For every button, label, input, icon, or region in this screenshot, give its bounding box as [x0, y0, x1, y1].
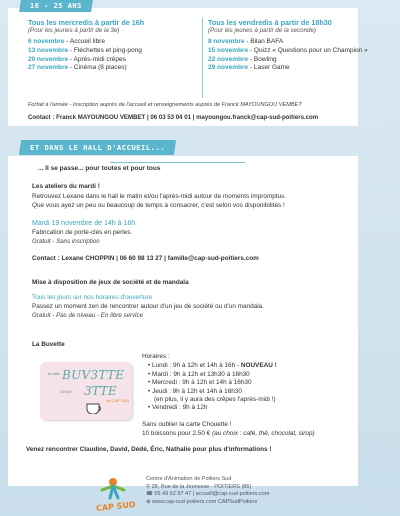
closing-line: Venez rencontrer Claudine, David, Dédé, Éric, Nathalie pour plus d'informations ! [26, 446, 272, 453]
coffee-cup-icon [84, 402, 106, 414]
footer-line-1: Centre d'Animation de Poitiers Sud [146, 476, 232, 482]
ateliers-text-1: Retrouvez Lexane dans le hall le matin et/ou l'après-midi autour de moments impromptus. [32, 193, 287, 200]
jeux-text: Passez un moment zen de rencontrer autour d'un jeu de société ou d'un mandala. [32, 303, 264, 310]
jeux-title: Mise à disposition de jeux de société et de mandala [32, 279, 189, 286]
mardi-text: Fabrication de porte-clés en perles. [32, 229, 133, 236]
footer-line-2: ⚲ 28, Rue de la Jeunesse - POITIERS (86) [146, 483, 252, 490]
list-item: 22 novembre - Bowling [208, 55, 277, 63]
carte-chouette: Sans oublier la carte Chouette ! [142, 421, 232, 428]
list-item: 6 novembre - Accueil libre [28, 38, 105, 45]
forfait-note: Forfait à l'année - Inscription auprès de l'accueil et renseignements auprès de Franck MAYOUNGOU VEMBET [28, 102, 302, 108]
logo-chou-text: CHOU [60, 389, 72, 394]
famille-contact: Contact : Lexane CHOPPIN | 06 60 98 13 27 | famille@cap-sud-poitiers.com [32, 255, 259, 262]
list-item: 27 novembre - Cinéma (8 places) [28, 64, 127, 72]
list-item: 29 novembre - Laser Game [208, 64, 290, 72]
horaires-block [142, 353, 354, 413]
location-icon: ⚲ [146, 483, 152, 490]
horaire-row: • Lundi : 9h à 12h et 14h à 16h - NOUVEAU ! [148, 362, 277, 370]
wednesday-title: Tous les mercredis à partir de 16h [28, 18, 145, 27]
friday-title: Tous les vendredis à partir de 18h30 [208, 18, 332, 27]
horaires-title: Horaires : [142, 353, 170, 360]
hall-section [8, 156, 358, 486]
mardi-note: Gratuit - Sans inscription [32, 238, 100, 245]
hall-intro: ... Il se passe... pour toutes et pour tous [38, 165, 161, 172]
logo-small-text: le café [48, 371, 60, 376]
jeux-note: Gratuit - Pas de niveau - En libre service [32, 312, 144, 319]
wednesday-subtitle: (Pour les jeunes à partir de la 3e) [28, 27, 120, 34]
friday-column [208, 18, 368, 73]
buvette-logo [40, 362, 132, 420]
capsud-logo [95, 476, 136, 516]
list-item: 8 novembre - Bilan BAFA [208, 38, 284, 45]
footer-info [146, 476, 269, 506]
horaire-row: • Mardi : 9h à 12h et 13h30 à 16h30 [148, 370, 250, 378]
divider [110, 162, 245, 163]
logo-chouette-text: 3TTE [84, 384, 117, 398]
horaire-row: • Vendredi : 9h à 12h [148, 404, 208, 412]
list-item: 13 novembre - Fléchettes et ping-pong [28, 46, 142, 54]
mardi-date: Mardi 19 novembre de 14h à 16h [32, 220, 136, 227]
hall-tag: ET DANS LE HALL D'ACCUEIL... [19, 140, 176, 155]
logo-capsud-text: de CAP SUD [106, 398, 130, 403]
capsud-figure-icon [96, 476, 130, 504]
footer [0, 470, 400, 516]
list-item: 15 novembre - Quizz « Questions pour un Champion » [208, 46, 368, 54]
list-item: 20 novembre - Après-midi crêpes [28, 55, 126, 63]
jeux-subtitle: Tous les jours sur nos horaires d'ouverture [32, 294, 153, 301]
ateliers-title: Les ateliers du mardi ! [32, 183, 100, 190]
capsud-brand: CAP SUD [95, 499, 136, 514]
carte-price: 10 boissons pour 2.50 € (au choix : café, thé, chocolat, sirop) [142, 430, 315, 437]
ateliers-text-2: Que vous ayez un peu ou beaucoup de temps à consacrer, c'est selon vos disponibilités ! [32, 202, 285, 209]
web-icon: ⊕ [146, 498, 153, 505]
friday-subtitle: (Pour les jeunes à partir de la seconde) [208, 27, 316, 34]
wednesday-column [28, 19, 198, 73]
footer-line-3: ☎ 05 49 62 97 47 | accueil@cap-sud-poitiers.com [146, 491, 270, 497]
youth-tag: 16 - 25 ANS [19, 0, 93, 12]
footer-line-4: ⊕ www.cap-sud-poitiers.com CAPSudPoitiers [146, 498, 258, 505]
youth-section [8, 8, 368, 126]
youth-contact: Contact : Franck MAYOUNGOU VEMBET | 06 03 53 04 01 | mayoungou.franck@cap-sud-poitiers.com [28, 114, 319, 121]
horaire-row: (en plus, il y aura des crêpes l'après-midi !) [154, 396, 276, 404]
logo-buvette-text: BUV3TTE [62, 368, 125, 382]
column-divider [202, 18, 203, 98]
buvette-title: La Buvette [32, 341, 65, 348]
horaire-row: • Mercredi : 9h à 12h et 14h à 16h30 [148, 379, 252, 387]
horaire-row: • Jeudi : 9h à 12h et 14h à 16h30 [148, 387, 242, 395]
phone-icon: ☎ [146, 491, 155, 497]
